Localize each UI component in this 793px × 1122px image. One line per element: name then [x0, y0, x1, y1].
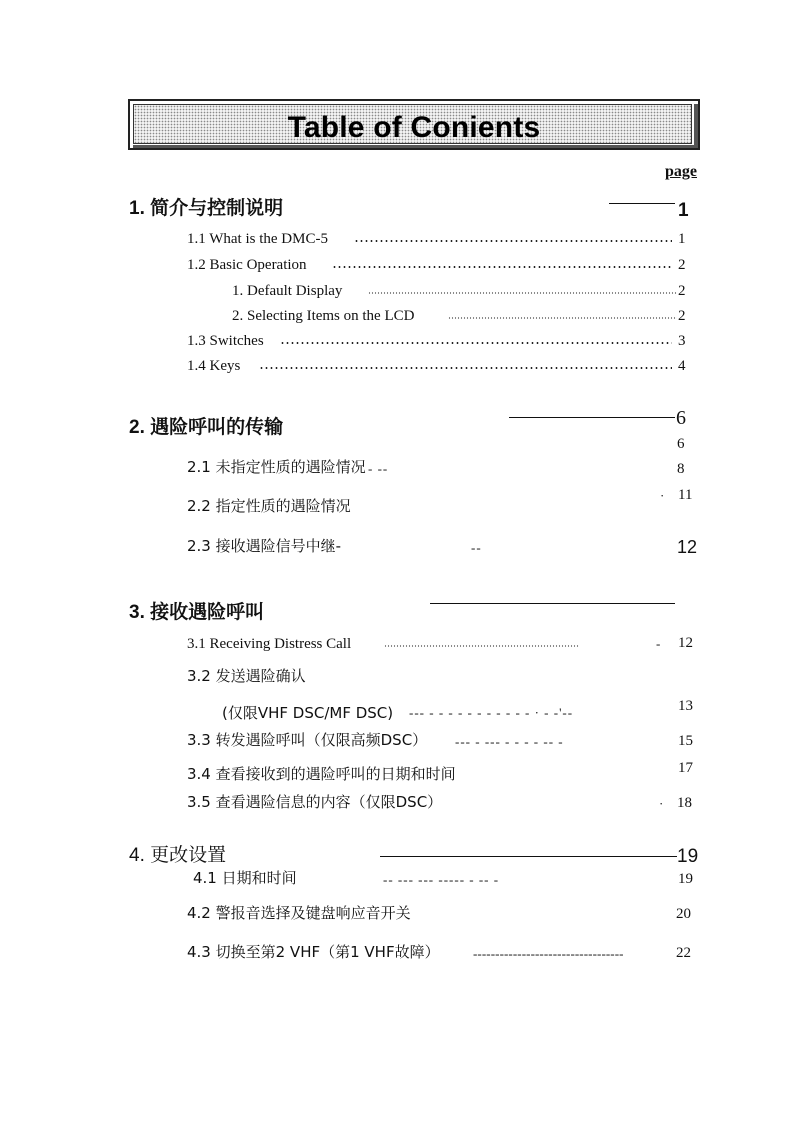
toc-item-3-5: 3.5 查看遇险信息的内容（仅限DSC）	[187, 793, 443, 811]
section-4-heading: 4. 更改设置	[129, 845, 227, 866]
page-title: Table of Conients	[287, 111, 541, 144]
toc-subitem-selecting-items: 2. Selecting Items on the LCD	[232, 308, 415, 324]
toc-item-2-2-leader: ·	[660, 488, 666, 503]
toc-leader	[280, 342, 672, 344]
toc-item-2-1-page: 8	[677, 461, 685, 477]
toc-item-1-2-page: 2	[678, 257, 686, 273]
toc-item-1-4-page: 4	[678, 358, 686, 374]
toc-item-4-2-page: 20	[676, 906, 691, 922]
toc-item-3-1: 3.1 Receiving Distress Call	[187, 636, 352, 652]
section-3-rule	[430, 603, 675, 604]
title-banner-shadow-bottom	[133, 145, 698, 148]
toc-item-4-1-page: 19	[678, 871, 693, 887]
section-2-page: 6	[676, 407, 686, 429]
toc-item-2-1: 2.1 未指定性质的遇险情况	[187, 458, 366, 476]
toc-item-3-4-page: 17	[678, 760, 693, 776]
toc-leader	[354, 240, 672, 242]
toc-item-3-3-leader: --- - --- - - - - -- -	[455, 734, 564, 749]
toc-leader	[448, 317, 677, 319]
section-1-heading: 1. 简介与控制说明	[129, 198, 284, 219]
toc-item-3-1-page: 12	[678, 635, 693, 651]
toc-item-3-2-page: 13	[678, 698, 693, 714]
section-3-heading: 3. 接收遇险呼叫	[129, 602, 265, 623]
toc-item-1-3: 1.3 Switches	[187, 333, 264, 349]
section-2-page-extra: 6	[677, 436, 685, 452]
toc-subitem-selecting-items-page: 2	[678, 308, 686, 324]
section-4-rule	[380, 856, 677, 857]
toc-item-3-1-leader: -	[656, 636, 662, 651]
toc-item-3-2-note: (仅限VHF DSC/MF DSC)	[222, 704, 394, 722]
toc-item-2-1-leader: - --	[368, 461, 389, 476]
toc-leader	[259, 367, 672, 369]
toc-item-4-3-page: 22	[676, 945, 691, 961]
toc-item-3-5-leader: ·	[659, 796, 665, 811]
toc-item-3-5-page: 18	[677, 795, 692, 811]
section-2-heading: 2. 遇险呼叫的传输	[129, 417, 284, 438]
section-1-page: 1	[678, 200, 689, 221]
toc-subitem-default-display-page: 2	[678, 283, 686, 299]
toc-item-2-3-leader: --	[471, 540, 482, 555]
toc-item-2-2-page: 11	[678, 487, 693, 503]
toc-item-4-3-leader: ----------------------------------	[473, 946, 624, 961]
section-2-rule	[509, 417, 675, 418]
toc-item-3-4: 3.4 查看接收到的遇险呼叫的日期和时间	[187, 765, 456, 783]
toc-item-2-3-page: 12	[677, 537, 698, 557]
toc-item-1-1: 1.1 What is the DMC-5	[187, 231, 328, 247]
toc-item-1-3-page: 3	[678, 333, 686, 349]
toc-item-3-3: 3.3 转发遇险呼叫（仅限高频DSC）	[187, 731, 428, 749]
page-column-label: page	[665, 163, 697, 180]
section-4-page: 19	[677, 846, 699, 867]
toc-item-1-4: 1.4 Keys	[187, 358, 241, 374]
toc-leader	[368, 292, 677, 294]
section-1-rule	[609, 203, 675, 204]
toc-item-4-1: 4.1 日期和时间	[193, 869, 297, 887]
toc-item-3-3-page: 15	[678, 733, 693, 749]
toc-item-4-1-leader: -- --- --- ----- - -- -	[383, 872, 500, 887]
toc-item-1-2: 1.2 Basic Operation	[187, 257, 307, 273]
toc-item-4-2: 4.2 警报音选择及键盘响应音开关	[187, 904, 411, 922]
toc-subitem-default-display: 1. Default Display	[232, 283, 343, 299]
toc-item-4-3: 4.3 切换至第2 VHF（第1 VHF故障）	[187, 943, 440, 961]
toc-leader	[384, 645, 579, 647]
toc-item-2-2: 2.2 指定性质的遇险情况	[187, 497, 351, 515]
title-banner	[128, 99, 700, 150]
toc-item-2-3: 2.3 接收遇险信号中继-	[187, 537, 342, 555]
toc-item-3-2: 3.2 发送遇险确认	[187, 667, 306, 685]
toc-item-3-2-leader: --- - - - - - - - - - - - · - -'--	[409, 705, 574, 720]
toc-item-1-1-page: 1	[678, 231, 686, 247]
toc-leader	[332, 266, 672, 268]
